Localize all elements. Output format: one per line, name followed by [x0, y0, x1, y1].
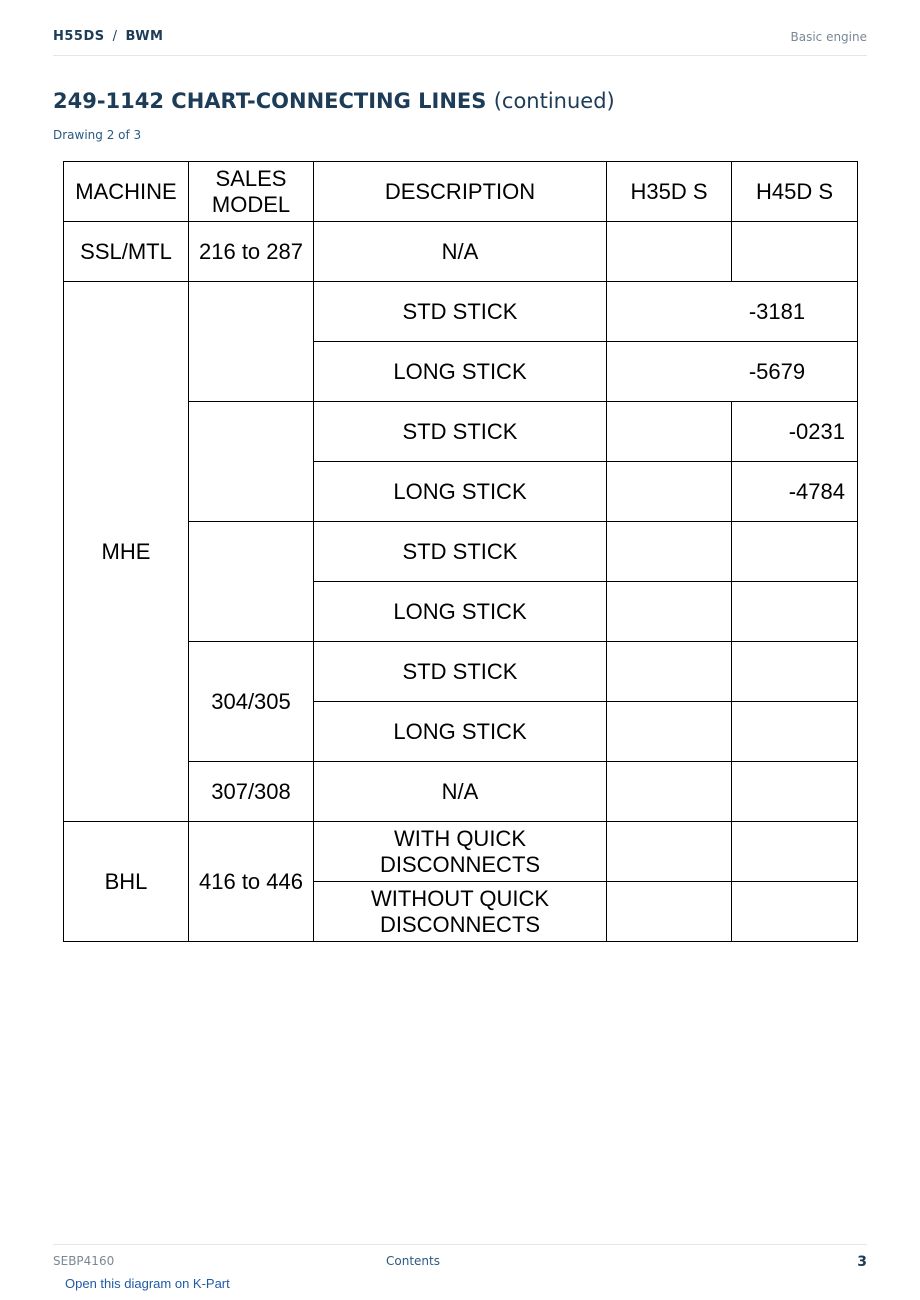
h35d-cell — [607, 462, 732, 522]
kpart-link[interactable]: Open this diagram on K-Part — [65, 1276, 230, 1291]
table-row — [64, 282, 858, 342]
description-cell: WITHOUT QUICK DISCONNECTS — [314, 882, 607, 942]
table-row — [64, 222, 858, 282]
header-h35d: H35D S — [607, 162, 732, 222]
h35d-cell — [607, 402, 732, 462]
description-cell: STD STICK — [314, 642, 607, 702]
page-footer — [53, 1244, 867, 1275]
sales-model-cell: 216 to 287 — [189, 222, 314, 282]
drawing-label: Drawing 2 of 3 — [53, 128, 142, 142]
breadcrumb-item-model[interactable]: H55DS — [53, 29, 105, 44]
machine-cell: SSL/MTL — [64, 222, 189, 282]
part-number-cell: -3181 — [607, 282, 858, 342]
h45d-cell — [732, 822, 858, 882]
page-title — [53, 89, 615, 113]
breadcrumb-separator: / — [112, 29, 118, 44]
h45d-cell: -0231 — [732, 402, 858, 462]
description-cell: STD STICK — [314, 402, 607, 462]
sales-model-cell: 416 to 446 — [189, 822, 314, 942]
machine-cell: MHE — [64, 282, 189, 822]
header-machine: MACHINE — [64, 162, 189, 222]
description-cell: LONG STICK — [314, 702, 607, 762]
h35d-cell — [607, 222, 732, 282]
h35d-cell — [607, 822, 732, 882]
document-id: SEBP4160 — [53, 1254, 115, 1268]
description-cell: LONG STICK — [314, 342, 607, 402]
header-description: DESCRIPTION — [314, 162, 607, 222]
h45d-cell — [732, 702, 858, 762]
header-sales-model: SALES MODEL — [189, 162, 314, 222]
table-header-row — [64, 162, 858, 222]
contents-link[interactable]: Contents — [386, 1254, 440, 1268]
breadcrumb-item-product[interactable]: BWM — [125, 29, 164, 44]
h35d-cell — [607, 642, 732, 702]
sales-model-cell — [189, 282, 314, 402]
description-cell: STD STICK — [314, 282, 607, 342]
h35d-cell — [607, 762, 732, 822]
breadcrumb — [53, 29, 164, 44]
h45d-cell — [732, 642, 858, 702]
h45d-cell — [732, 522, 858, 582]
title-main: 249-1142 CHART-CONNECTING LINES — [53, 89, 487, 113]
header-h45d: H45D S — [732, 162, 858, 222]
machine-cell: BHL — [64, 822, 189, 942]
section-label: Basic engine — [790, 30, 867, 44]
connecting-lines-chart — [63, 161, 858, 942]
table-row — [64, 822, 858, 882]
sales-model-cell — [189, 522, 314, 642]
h35d-cell — [607, 522, 732, 582]
h45d-cell — [732, 582, 858, 642]
sales-model-cell — [189, 402, 314, 522]
h45d-cell — [732, 762, 858, 822]
description-cell: LONG STICK — [314, 462, 607, 522]
description-cell: LONG STICK — [314, 582, 607, 642]
description-cell: STD STICK — [314, 522, 607, 582]
description-cell: N/A — [314, 222, 607, 282]
part-number-cell: -5679 — [607, 342, 858, 402]
description-cell: N/A — [314, 762, 607, 822]
h35d-cell — [607, 582, 732, 642]
page-number: 3 — [857, 1254, 867, 1270]
description-cell: WITH QUICK DISCONNECTS — [314, 822, 607, 882]
h45d-cell — [732, 882, 858, 942]
page-header — [53, 29, 867, 56]
h45d-cell: -4784 — [732, 462, 858, 522]
sales-model-cell: 307/308 — [189, 762, 314, 822]
title-suffix: (continued) — [493, 89, 615, 113]
sales-model-cell: 304/305 — [189, 642, 314, 762]
h45d-cell — [732, 222, 858, 282]
h35d-cell — [607, 882, 732, 942]
h35d-cell — [607, 702, 732, 762]
